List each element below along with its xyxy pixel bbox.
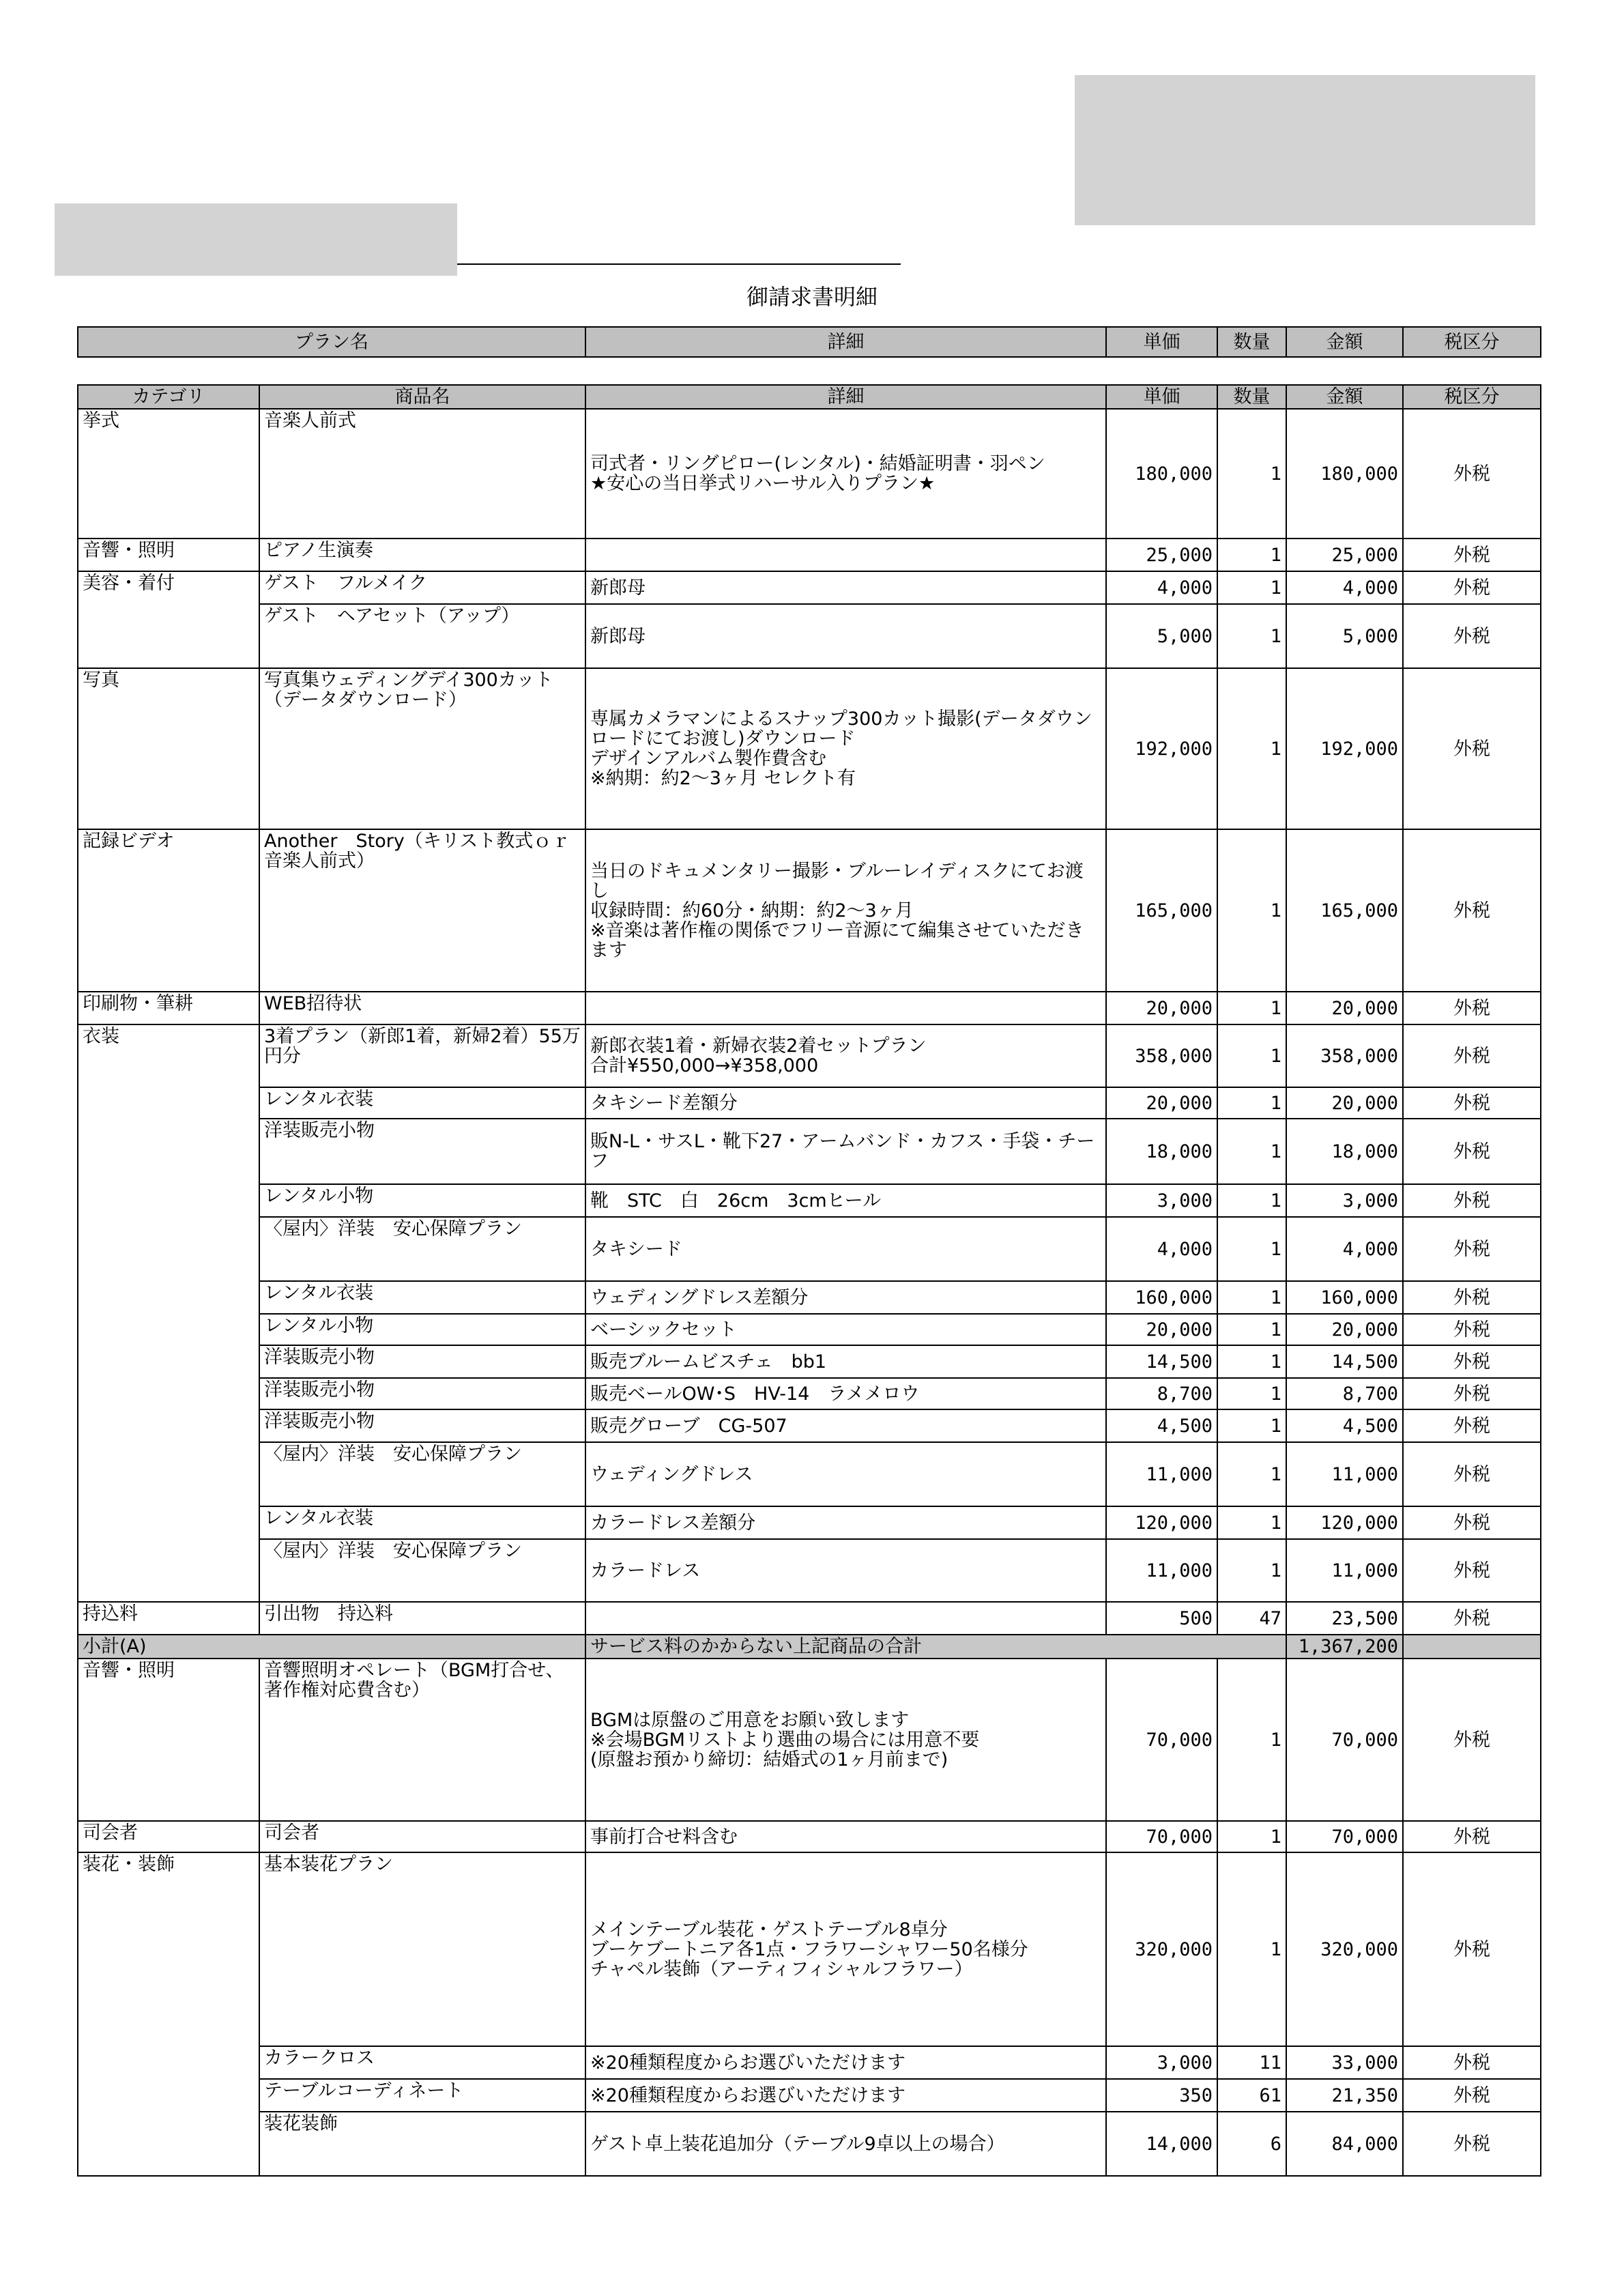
quantity-cell: 1 — [1217, 1119, 1286, 1184]
tax-type-cell: 外税 — [1403, 2112, 1541, 2176]
document-title: 御請求書明細 — [746, 284, 878, 310]
category-cell: 音響・照明 — [78, 1659, 259, 1821]
amount-cell: 25,000 — [1286, 539, 1403, 571]
tax-type-cell: 外税 — [1403, 1281, 1541, 1314]
amount-cell: 5,000 — [1286, 604, 1403, 668]
item-name-cell: 装花装飾 — [259, 2112, 585, 2176]
table-row — [78, 604, 1541, 668]
item-name-cell: 〈屋内〉洋装 安心保障プラン — [259, 1539, 585, 1602]
amount-cell: 320,000 — [1286, 1852, 1403, 2046]
tax-type-cell: 外税 — [1403, 2079, 1541, 2112]
header-price: 単価 — [1106, 385, 1217, 409]
tax-type-cell: 外税 — [1403, 571, 1541, 604]
item-name-cell: ゲスト フルメイク — [259, 571, 585, 604]
table-row — [78, 1087, 1541, 1119]
detail-cell: 新郎母 — [585, 571, 1106, 604]
detail-cell: ウェディングドレス差額分 — [585, 1281, 1106, 1314]
table-row — [78, 409, 1541, 539]
item-name-cell: 3着プラン（新郎1着，新婦2着）55万円分 — [259, 1024, 585, 1087]
category-cell: 装花・装飾 — [78, 1852, 259, 2046]
category-cell — [78, 2079, 259, 2112]
item-name-cell: レンタル衣装 — [259, 1087, 585, 1119]
category-cell: 写真 — [78, 668, 259, 829]
quantity-cell: 1 — [1217, 409, 1286, 539]
quantity-cell: 47 — [1217, 1602, 1286, 1635]
table-row — [78, 1602, 1541, 1635]
unit-price-cell: 3,000 — [1106, 1184, 1217, 1217]
table-row — [78, 1659, 1541, 1821]
quantity-cell: 1 — [1217, 1184, 1286, 1217]
detail-cell: 販売ブルームビスチェ bb1 — [585, 1345, 1106, 1378]
detail-cell: 司式者・リングピロー(レンタル)・結婚証明書・羽ペン ★安心の当日挙式リハーサル入りプラン★ — [585, 409, 1106, 539]
quantity-cell: 1 — [1217, 1659, 1286, 1821]
tax-type-cell: 外税 — [1403, 1506, 1541, 1539]
quantity-cell: 1 — [1217, 1314, 1286, 1345]
table-row — [78, 1539, 1541, 1602]
table-row — [78, 1314, 1541, 1345]
detail-cell — [585, 1602, 1106, 1635]
unit-price-cell: 20,000 — [1106, 1314, 1217, 1345]
quantity-cell: 1 — [1217, 1409, 1286, 1442]
category-cell — [78, 1119, 259, 1184]
amount-cell: 20,000 — [1286, 992, 1403, 1024]
detail-cell: 靴 STC 白 26cm 3cmヒール — [585, 1184, 1106, 1217]
tax-type-cell: 外税 — [1403, 1539, 1541, 1602]
item-name-cell: WEB招待状 — [259, 992, 585, 1024]
unit-price-cell: 11,000 — [1106, 1539, 1217, 1602]
tax-type-cell: 外税 — [1403, 1024, 1541, 1087]
tax-type-cell: 外税 — [1403, 1821, 1541, 1852]
unit-price-cell: 14,500 — [1106, 1345, 1217, 1378]
table-row — [78, 1345, 1541, 1378]
item-name-cell: 洋装販売小物 — [259, 1409, 585, 1442]
tax-type-cell: 外税 — [1403, 1659, 1541, 1821]
category-cell: 挙式 — [78, 409, 259, 539]
amount-cell: 84,000 — [1286, 2112, 1403, 2176]
tax-type-cell: 外税 — [1403, 1119, 1541, 1184]
table-row — [78, 1119, 1541, 1184]
amount-cell: 165,000 — [1286, 829, 1403, 992]
unit-price-cell: 320,000 — [1106, 1852, 1217, 2046]
unit-price-cell: 500 — [1106, 1602, 1217, 1635]
amount-cell: 70,000 — [1286, 1821, 1403, 1852]
unit-price-cell: 192,000 — [1106, 668, 1217, 829]
tax-type-cell: 外税 — [1403, 1217, 1541, 1281]
detail-cell: ※20種類程度からお選びいただけます — [585, 2079, 1106, 2112]
detail-cell: 新郎母 — [585, 604, 1106, 668]
detail-cell: 新郎衣装1着・新婦衣装2着セットプラン 合計¥550,000→¥358,000 — [585, 1024, 1106, 1087]
table-row — [78, 539, 1541, 571]
item-name-cell: 洋装販売小物 — [259, 1378, 585, 1409]
quantity-cell: 1 — [1217, 604, 1286, 668]
item-name-cell: レンタル衣装 — [259, 1281, 585, 1314]
item-name-cell: 引出物 持込料 — [259, 1602, 585, 1635]
category-cell: 印刷物・筆耕 — [78, 992, 259, 1024]
plan-header-qty: 数量 — [1217, 327, 1286, 357]
amount-cell: 180,000 — [1286, 409, 1403, 539]
unit-price-cell: 70,000 — [1106, 1659, 1217, 1821]
item-name-cell: 〈屋内〉洋装 安心保障プラン — [259, 1442, 585, 1506]
category-cell — [78, 1281, 259, 1314]
header-detail: 詳細 — [585, 385, 1106, 409]
amount-cell: 192,000 — [1286, 668, 1403, 829]
category-cell — [78, 1345, 259, 1378]
table-row — [78, 2112, 1541, 2176]
quantity-cell: 1 — [1217, 992, 1286, 1024]
quantity-cell: 1 — [1217, 1345, 1286, 1378]
quantity-cell: 1 — [1217, 1024, 1286, 1087]
table-row — [78, 1024, 1541, 1087]
category-cell: 美容・着付 — [78, 571, 259, 604]
item-name-cell: 司会者 — [259, 1821, 585, 1852]
item-name-cell: 洋装販売小物 — [259, 1345, 585, 1378]
detail-cell — [585, 539, 1106, 571]
amount-cell: 11,000 — [1286, 1539, 1403, 1602]
amount-cell: 4,500 — [1286, 1409, 1403, 1442]
tax-type-cell: 外税 — [1403, 2046, 1541, 2079]
amount-cell: 20,000 — [1286, 1087, 1403, 1119]
plan-table — [77, 326, 1541, 358]
quantity-cell: 6 — [1217, 2112, 1286, 2176]
quantity-cell: 1 — [1217, 1281, 1286, 1314]
recipient-underline — [457, 263, 901, 265]
tax-type-cell: 外税 — [1403, 1378, 1541, 1409]
quantity-cell: 1 — [1217, 1506, 1286, 1539]
category-cell — [78, 1217, 259, 1281]
unit-price-cell: 4,000 — [1106, 1217, 1217, 1281]
unit-price-cell: 180,000 — [1106, 409, 1217, 539]
detail-cell: 専属カメラマンによるスナップ300カット撮影(データダウンロードにてお渡し)ダウンロード デザインアルバム製作費含む ※納期：約2～3ヶ月 セレクト有 — [585, 668, 1106, 829]
detail-cell: 販売グローブ CG-507 — [585, 1409, 1106, 1442]
tax-type-cell: 外税 — [1403, 1345, 1541, 1378]
subtotal-detail: サービス料のかからない上記商品の合計 — [585, 1635, 1286, 1659]
category-cell: 音響・照明 — [78, 539, 259, 571]
amount-cell: 11,000 — [1286, 1442, 1403, 1506]
item-name-cell: ピアノ生演奏 — [259, 539, 585, 571]
tax-type-cell: 外税 — [1403, 992, 1541, 1024]
detail-cell: 販売ベールOW･S HV-14 ラメメロウ — [585, 1378, 1106, 1409]
table-row — [78, 1852, 1541, 2046]
table-row — [78, 829, 1541, 992]
quantity-cell: 1 — [1217, 1087, 1286, 1119]
item-name-cell: 洋装販売小物 — [259, 1119, 585, 1184]
amount-cell: 33,000 — [1286, 2046, 1403, 2079]
amount-cell: 23,500 — [1286, 1602, 1403, 1635]
unit-price-cell: 350 — [1106, 2079, 1217, 2112]
detail-cell — [585, 992, 1106, 1024]
plan-header-price: 単価 — [1106, 327, 1217, 357]
detail-cell: カラードレス — [585, 1539, 1106, 1602]
quantity-cell: 61 — [1217, 2079, 1286, 2112]
amount-cell: 18,000 — [1286, 1119, 1403, 1184]
quantity-cell: 1 — [1217, 1821, 1286, 1852]
detail-cell: タキシード — [585, 1217, 1106, 1281]
table-row — [78, 571, 1541, 604]
item-name-cell: レンタル小物 — [259, 1184, 585, 1217]
category-cell: 衣装 — [78, 1024, 259, 1087]
item-name-cell: 音響照明オペレート（BGM打合せ、著作権対応費含む） — [259, 1659, 585, 1821]
subtotal-amount: 1,367,200 — [1286, 1635, 1403, 1659]
detail-cell: ウェディングドレス — [585, 1442, 1106, 1506]
detail-cell: カラードレス差額分 — [585, 1506, 1106, 1539]
quantity-cell: 11 — [1217, 2046, 1286, 2079]
detail-cell: 当日のドキュメンタリー撮影・ブルーレイディスクにてお渡し 収録時間：約60分・納期：約2～3ヶ月 ※音楽は著作権の関係でフリー音源にて編集させていただきます — [585, 829, 1106, 992]
unit-price-cell: 3,000 — [1106, 2046, 1217, 2079]
tax-type-cell: 外税 — [1403, 1314, 1541, 1345]
unit-price-cell: 165,000 — [1106, 829, 1217, 992]
unit-price-cell: 20,000 — [1106, 1087, 1217, 1119]
subtotal-label: 小計(A) — [78, 1635, 585, 1659]
unit-price-cell: 4,000 — [1106, 571, 1217, 604]
amount-cell: 160,000 — [1286, 1281, 1403, 1314]
detail-table — [77, 384, 1541, 2177]
table-row — [78, 1506, 1541, 1539]
table-row — [78, 992, 1541, 1024]
table-row — [78, 1281, 1541, 1314]
quantity-cell: 1 — [1217, 539, 1286, 571]
header-tax: 税区分 — [1403, 385, 1541, 409]
category-cell — [78, 1409, 259, 1442]
unit-price-cell: 25,000 — [1106, 539, 1217, 571]
tax-type-cell: 外税 — [1403, 409, 1541, 539]
subtotal-row — [78, 1635, 1541, 1659]
amount-cell: 8,700 — [1286, 1378, 1403, 1409]
category-cell — [78, 1506, 259, 1539]
amount-cell: 4,000 — [1286, 571, 1403, 604]
tax-type-cell: 外税 — [1403, 1602, 1541, 1635]
table-row — [78, 1442, 1541, 1506]
item-name-cell: 〈屋内〉洋装 安心保障プラン — [259, 1217, 585, 1281]
header-amount: 金額 — [1286, 385, 1403, 409]
header-qty: 数量 — [1217, 385, 1286, 409]
item-name-cell: ゲスト ヘアセット（アップ） — [259, 604, 585, 668]
table-row — [78, 2079, 1541, 2112]
tax-type-cell: 外税 — [1403, 539, 1541, 571]
plan-header-name: プラン名 — [78, 327, 585, 357]
table-header-row — [78, 385, 1541, 409]
detail-cell: ゲスト卓上装花追加分（テーブル9卓以上の場合） — [585, 2112, 1106, 2176]
unit-price-cell: 14,000 — [1106, 2112, 1217, 2176]
category-cell — [78, 2112, 259, 2176]
amount-cell: 70,000 — [1286, 1659, 1403, 1821]
plan-header-row — [78, 327, 1541, 357]
unit-price-cell: 11,000 — [1106, 1442, 1217, 1506]
quantity-cell: 1 — [1217, 1442, 1286, 1506]
unit-price-cell: 120,000 — [1106, 1506, 1217, 1539]
tax-type-cell: 外税 — [1403, 1852, 1541, 2046]
table-row — [78, 1184, 1541, 1217]
subtotal-tax-empty — [1403, 1635, 1541, 1659]
detail-cell: ベーシックセット — [585, 1314, 1106, 1345]
unit-price-cell: 4,500 — [1106, 1409, 1217, 1442]
tax-type-cell: 外税 — [1403, 1184, 1541, 1217]
category-cell — [78, 1087, 259, 1119]
tax-type-cell: 外税 — [1403, 829, 1541, 992]
quantity-cell: 1 — [1217, 1378, 1286, 1409]
amount-cell: 20,000 — [1286, 1314, 1403, 1345]
category-cell — [78, 604, 259, 668]
category-cell: 記録ビデオ — [78, 829, 259, 992]
amount-cell: 3,000 — [1286, 1184, 1403, 1217]
detail-cell: ※20種類程度からお選びいただけます — [585, 2046, 1106, 2079]
category-cell — [78, 1378, 259, 1409]
table-row — [78, 1217, 1541, 1281]
plan-header-tax: 税区分 — [1403, 327, 1541, 357]
detail-cell: メインテーブル装花・ゲストテーブル8卓分 ブーケブートニア各1点・フラワーシャワー50名様分 チャペル装飾（アーティフィシャルフラワー） — [585, 1852, 1106, 2046]
quantity-cell: 1 — [1217, 571, 1286, 604]
tax-type-cell: 外税 — [1403, 1409, 1541, 1442]
item-name-cell: テーブルコーディネート — [259, 2079, 585, 2112]
amount-cell: 358,000 — [1286, 1024, 1403, 1087]
amount-cell: 21,350 — [1286, 2079, 1403, 2112]
table-row — [78, 1409, 1541, 1442]
detail-cell: BGMは原盤のご用意をお願い致します ※会場BGMリストより選曲の場合には用意不要 (原盤お預かり締切：結婚式の1ヶ月前まで) — [585, 1659, 1106, 1821]
table-row — [78, 1378, 1541, 1409]
amount-cell: 4,000 — [1286, 1217, 1403, 1281]
redacted-block-recipient — [55, 203, 457, 276]
unit-price-cell: 358,000 — [1106, 1024, 1217, 1087]
item-name-cell: 写真集ウェディングデイ300カット（データダウンロード） — [259, 668, 585, 829]
redacted-block-top-right — [1075, 75, 1535, 225]
category-cell — [78, 2046, 259, 2079]
amount-cell: 14,500 — [1286, 1345, 1403, 1378]
quantity-cell: 1 — [1217, 668, 1286, 829]
detail-cell: タキシード差額分 — [585, 1087, 1106, 1119]
unit-price-cell: 20,000 — [1106, 992, 1217, 1024]
header-item: 商品名 — [259, 385, 585, 409]
quantity-cell: 1 — [1217, 1217, 1286, 1281]
category-cell: 持込料 — [78, 1602, 259, 1635]
table-row — [78, 2046, 1541, 2079]
unit-price-cell: 70,000 — [1106, 1821, 1217, 1852]
quantity-cell: 1 — [1217, 829, 1286, 992]
category-cell — [78, 1184, 259, 1217]
category-cell: 司会者 — [78, 1821, 259, 1852]
item-name-cell: レンタル小物 — [259, 1314, 585, 1345]
table-row — [78, 668, 1541, 829]
plan-header-amount: 金額 — [1286, 327, 1403, 357]
quantity-cell: 1 — [1217, 1852, 1286, 2046]
header-category: カテゴリ — [78, 385, 259, 409]
tax-type-cell: 外税 — [1403, 604, 1541, 668]
tax-type-cell: 外税 — [1403, 1087, 1541, 1119]
category-cell — [78, 1442, 259, 1506]
item-name-cell: 音楽人前式 — [259, 409, 585, 539]
tax-type-cell: 外税 — [1403, 668, 1541, 829]
item-name-cell: レンタル衣装 — [259, 1506, 585, 1539]
amount-cell: 120,000 — [1286, 1506, 1403, 1539]
detail-cell: 販N-L・サスL・靴下27・アームバンド・カフス・手袋・チーフ — [585, 1119, 1106, 1184]
category-cell — [78, 1314, 259, 1345]
unit-price-cell: 160,000 — [1106, 1281, 1217, 1314]
plan-header-detail: 詳細 — [585, 327, 1106, 357]
unit-price-cell: 5,000 — [1106, 604, 1217, 668]
item-name-cell: カラークロス — [259, 2046, 585, 2079]
unit-price-cell: 8,700 — [1106, 1378, 1217, 1409]
tax-type-cell: 外税 — [1403, 1442, 1541, 1506]
detail-cell: 事前打合せ料含む — [585, 1821, 1106, 1852]
category-cell — [78, 1539, 259, 1602]
quantity-cell: 1 — [1217, 1539, 1286, 1602]
item-name-cell: 基本装花プラン — [259, 1852, 585, 2046]
table-row — [78, 1821, 1541, 1852]
item-name-cell: Another Story（キリスト教式ｏｒ音楽人前式） — [259, 829, 585, 992]
unit-price-cell: 18,000 — [1106, 1119, 1217, 1184]
